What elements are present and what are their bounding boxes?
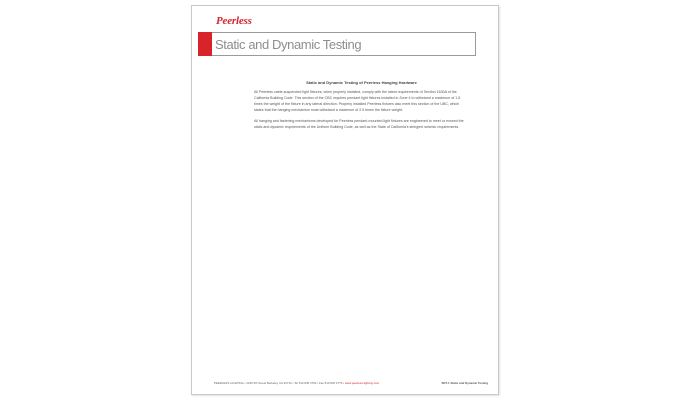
document-body xyxy=(254,80,469,135)
title-box xyxy=(212,32,476,56)
footer-document-code: SDT-1 Static and Dynamic Testing xyxy=(441,381,488,385)
page-title: Static and Dynamic Testing xyxy=(215,37,362,52)
peerless-logo: Peerless xyxy=(216,15,252,27)
paragraph-1: All Peerless cable-suspended light fixtures, when properly installed, comply with the latest requirements of Section 1630A of the California Building Code. This section of the CBC requires pendant light fixtures installed in Zone 4 to withstand a maximum of 1.5 times the weight of the fixture in any lateral direction. Properly installed Peerless fixtures also meet this section of the UBC, which states that the hanging mechanism must withstand a maximum of 2.5 times the fixture weight. xyxy=(254,90,461,112)
footer-website-link[interactable]: www.peerless-lighting.com xyxy=(344,381,380,385)
section-heading: Static and Dynamic Testing of Peerless Hanging Hardware xyxy=(306,80,417,85)
page-footer xyxy=(214,381,488,385)
paragraph-2: All hanging and fastening mechanisms developed for Peerless pendant-mounted light fixtures are engineered to meet or exceed the static and dynamic requirements of the Uniform Building Code, as well as the State of California's stringent seismic requirements. xyxy=(254,119,464,129)
footer-contact xyxy=(214,381,379,385)
document-page xyxy=(191,5,499,395)
title-accent-bar xyxy=(198,32,212,56)
footer-address: PEERLESS LIGHTING • 2246 5th Street Berkeley CA 94710 • Tel 510 845 2760 • Fax 510 845 2776 • xyxy=(214,381,345,385)
